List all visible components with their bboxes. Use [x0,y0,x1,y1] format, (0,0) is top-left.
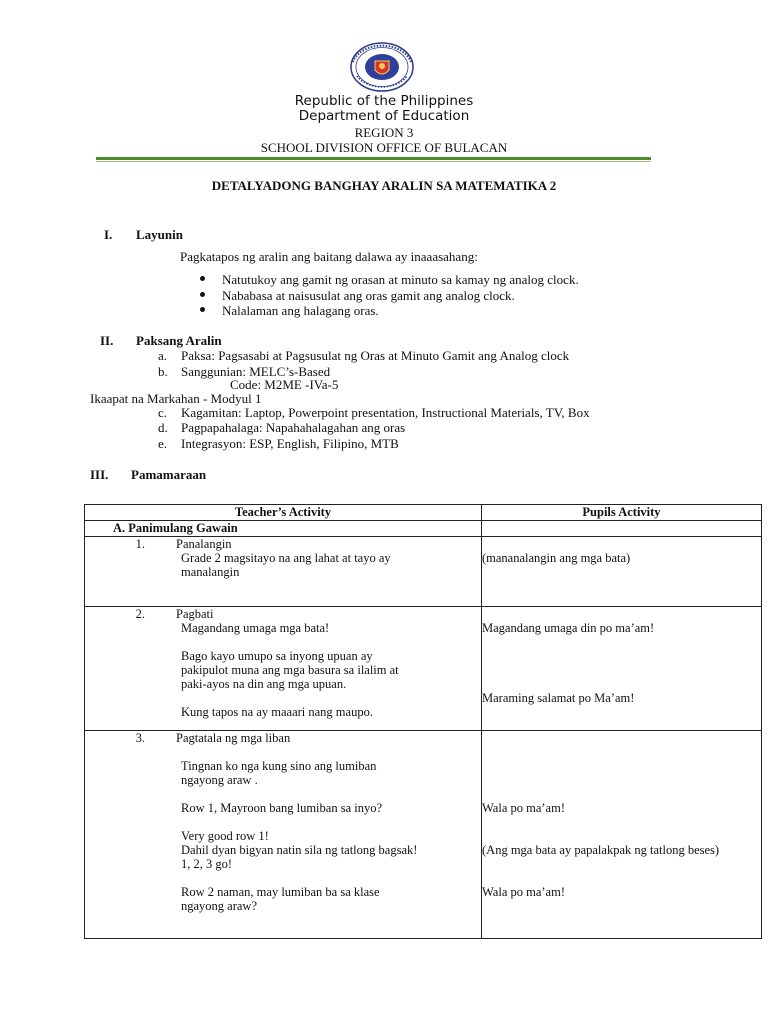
teacher-column-header: Teacher’s Activity [85,505,482,521]
pupils-line: Maraming salamat po Ma’am! [482,691,635,705]
teacher-line: Very good row 1! [181,829,269,843]
teacher-line: Row 2 naman, may lumiban ba sa klase [181,885,380,899]
pagpapahalaga-text: Pagpapahalaga: Napahahalagahan ang oras [181,420,406,435]
section1-heading: Layunin [136,227,183,242]
sanggunian-text: Sanggunian: MELC’s-Based [181,364,331,379]
section2-heading: Paksang Aralin [136,333,222,348]
step-number: 3. [135,731,145,745]
teacher-line: 1, 2, 3 go! [181,857,233,871]
code-text: Code: M2ME -IVa-5 [230,377,339,392]
table-header-row [85,505,762,521]
teacher-line: Grade 2 magsitayo na ang lahat at tayo ay [181,551,391,565]
table-row [85,537,762,607]
step-title: Panalangin [176,537,232,551]
header-republic: Republic of the Philippines [294,93,474,109]
step-number: 2. [135,607,145,621]
teacher-line: Bago kayo umupo sa inyong upuan ay [181,649,373,663]
pupils-line: Magandang umaga din po ma’am! [482,621,655,635]
kagamitan-text: Kagamitan: Laptop, Powerpoint presentation, Instructional Materials, TV, Box [181,405,590,420]
bullet-dot [200,276,205,281]
pupils-cell-2 [482,607,762,731]
activity-table [84,504,762,939]
teacher-line: Kung tapos na ay maaari nang maupo. [181,705,373,719]
part-a-heading: A. Panimulang Gawain [85,521,482,537]
bullet-dot [200,292,205,297]
pupils-line: Wala po ma’am! [482,885,565,899]
step-title: Pagbati [176,607,214,621]
pupils-cell-1 [482,537,762,607]
header-green-rule [96,157,651,160]
header-division: SCHOOL DIVISION OFFICE OF BULACAN [260,140,508,155]
teacher-cell-2 [85,607,482,731]
table-row [85,521,762,537]
objective-item-2: Nababasa at naisusulat ang oras gamit ang analog clock. [222,288,515,303]
teacher-line: Tingnan ko nga kung sino ang lumiban [181,759,377,773]
objective-item-3: Nalalaman ang halagang oras. [222,303,379,318]
item-c-label: c. [158,405,168,420]
section3-heading: Pamamaraan [131,467,207,482]
header-region: REGION 3 [354,125,414,140]
teacher-line: Row 1, Mayroon bang lumiban sa inyo? [181,801,383,815]
item-d-label: d. [158,420,168,435]
integrasyon-text: Integrasyon: ESP, English, Filipino, MTB [181,436,399,451]
teacher-line: manalangin [181,565,240,579]
teacher-line: paki-ayos na din ang mga upuan. [181,677,347,691]
item-e-label: e. [158,436,168,451]
bullet-dot [200,307,205,312]
item-b-label: b. [158,364,168,379]
header-department: Department of Education [298,108,470,124]
document-title: DETALYADONG BANGHAY ARALIN SA MATEMATIKA 2 [211,178,557,193]
section1-intro: Pagkatapos ng aralin ang baitang dalawa ay inaaasahang: [180,249,478,264]
step-title: Pagtatala ng mga liban [176,731,291,745]
pupils-line: (Ang mga bata ay papalakpak ng tatlong beses) [482,843,720,857]
teacher-line: ngayong araw . [181,773,258,787]
empty-cell [482,521,762,537]
teacher-line: Magandang umaga mga bata! [181,621,330,635]
pupils-line: (mananalangin ang mga bata) [482,551,631,565]
pupils-line: Wala po ma’am! [482,801,565,815]
quarter-text: Ikaapat na Markahan - Modyul 1 [90,391,262,406]
teacher-line: pakipulot muna ang mga basura sa ilalim at [181,663,399,677]
teacher-line: Dahil dyan bigyan natin sila ng tatlong bagsak! [181,843,418,857]
paksa-text: Paksa: Pagsasabi at Pagsusulat ng Oras at Minuto Gamit ang Analog clock [181,348,570,363]
step-number: 1. [135,537,145,551]
section1-number: I. [104,227,113,242]
section3-number: III. [90,467,109,482]
table-row [85,731,762,939]
teacher-line: ngayong araw? [181,899,258,913]
pupils-column-header: Pupils Activity [482,505,762,521]
pupils-cell-3 [482,731,762,939]
header-green-rule-thin [96,161,651,162]
item-a-label: a. [158,348,168,363]
table-row [85,607,762,731]
deped-seal-logo [349,42,415,92]
section2-number: II. [100,333,114,348]
teacher-cell-1 [85,537,482,607]
teacher-cell-3 [85,731,482,939]
objective-item-1: Natutukoy ang gamit ng orasan at minuto sa kamay ng analog clock. [222,272,579,287]
